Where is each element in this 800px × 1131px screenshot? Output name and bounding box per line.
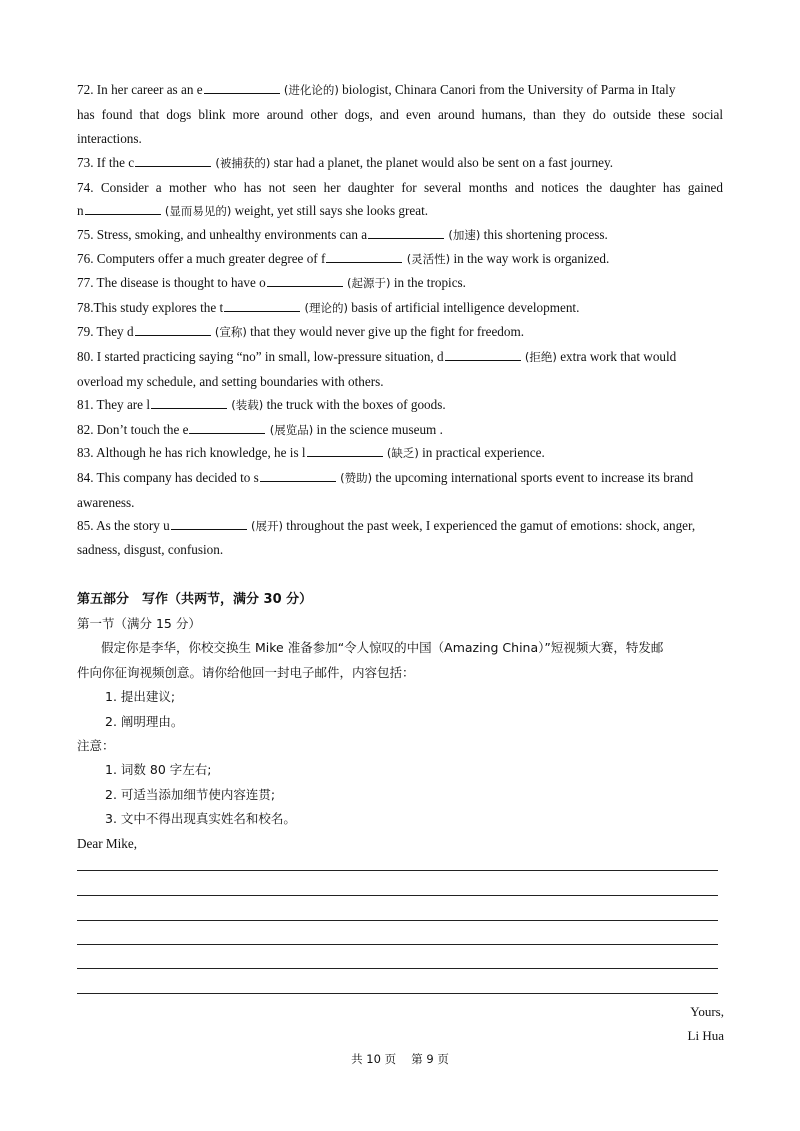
question-text: biologist, Chinara Canori from the University of Parma in Italy (342, 82, 676, 97)
question-number: 74. (77, 180, 94, 195)
question-number: 80. (77, 349, 94, 364)
question-79 (77, 320, 723, 344)
question-number: 84. (77, 470, 94, 485)
note-item: 2. 可适当添加细节使内容连贯; (105, 787, 276, 802)
question-number: 82. (77, 422, 94, 437)
question-number: 83. (77, 445, 94, 460)
question-text: The disease is thought to have o (96, 275, 266, 290)
question-72-continued: interactions. (77, 131, 142, 146)
question-text: Stress, smoking, and unhealthy environments can a (96, 227, 368, 242)
question-text: If the c (96, 155, 135, 170)
chinese-hint: (灵活性) (406, 252, 451, 266)
chinese-hint: (起源于) (347, 276, 391, 290)
question-text: As the story u (96, 518, 170, 533)
question-text: They are l (96, 397, 150, 412)
chinese-hint: (装载) (231, 398, 264, 412)
chinese-hint: (宣称) (214, 325, 247, 339)
prompt-line: 件向你征询视频创意。请你给他回一封电子邮件，内容包括： (77, 665, 415, 680)
subsection-title: 第一节（满分 15 分） (77, 616, 201, 631)
question-number: 81. (77, 397, 94, 412)
question-text: Although he has rich knowledge, he is l (96, 445, 306, 460)
answer-blank[interactable] (171, 517, 247, 530)
question-text: This study explores the t (93, 300, 224, 315)
answer-blank[interactable] (326, 250, 402, 263)
answer-blank[interactable] (307, 444, 383, 457)
question-85 (77, 514, 723, 538)
note-item: 1. 词数 80 字左右; (105, 762, 212, 777)
question-84 (77, 466, 723, 490)
signature: Li Hua (687, 1028, 724, 1043)
chinese-hint: (进化论的) (283, 83, 339, 97)
question-text: Don’t touch the e (96, 422, 189, 437)
question-76 (77, 247, 723, 271)
question-text: In her career as an e (96, 82, 203, 97)
writing-line[interactable] (77, 968, 718, 969)
chinese-hint: (赞助) (340, 471, 373, 485)
chinese-hint: (理论的) (304, 301, 348, 315)
question-81 (77, 393, 723, 417)
prompt-line: 假定你是李华，你校交换生 Mike 准备参加“令人惊叹的中国（Amazing China）”短视频大赛，特发邮 (101, 640, 664, 655)
question-text: basis of artificial intelligence development. (351, 300, 580, 315)
question-number: 75. (77, 227, 94, 242)
question-number: 85. (77, 518, 94, 533)
chinese-hint: (加速) (448, 228, 481, 242)
question-text: in the science museum . (316, 422, 443, 437)
question-85-continued: sadness, disgust, confusion. (77, 542, 224, 557)
question-75 (77, 223, 723, 247)
chinese-hint: (展览品) (269, 423, 314, 437)
section-title: 第五部分 写作（共两节，满分 30 分） (77, 592, 313, 607)
question-text: the truck with the boxes of goods. (266, 397, 446, 412)
question-text: n (77, 203, 84, 218)
chinese-hint: (缺乏) (386, 446, 419, 460)
chinese-hint: (拒绝) (524, 350, 557, 364)
question-number: 78. (77, 300, 94, 315)
question-text: weight, yet still says she looks great. (234, 203, 429, 218)
answer-blank[interactable] (189, 421, 265, 434)
question-text: Consider a mother who has not seen her daughter for several months and notices the daughter has gained (100, 180, 724, 195)
chinese-hint: (展开) (251, 519, 283, 533)
question-72 (77, 78, 723, 102)
question-number: 79. (77, 324, 94, 339)
answer-blank[interactable] (267, 274, 343, 287)
chinese-hint: (被捕获的) (215, 156, 271, 170)
question-number: 72. (77, 82, 94, 97)
writing-line[interactable] (77, 920, 718, 921)
question-text: extra work that would (560, 349, 677, 364)
question-text: that they would never give up the fight for freedom. (250, 324, 525, 339)
answer-blank[interactable] (135, 323, 211, 336)
writing-line[interactable] (77, 944, 718, 945)
question-text: throughout the past week, I experienced the gamut of emotions: shock, anger, (286, 518, 696, 533)
answer-blank[interactable] (151, 396, 227, 409)
closing: Yours, (690, 1004, 724, 1019)
question-82 (77, 418, 723, 442)
question-text: this shortening process. (483, 227, 608, 242)
question-text: They d (96, 324, 134, 339)
question-73 (77, 151, 723, 175)
question-text: I started practicing saying “no” in small, low-pressure situation, d (96, 349, 444, 364)
answer-blank[interactable] (224, 299, 300, 312)
answer-blank[interactable] (445, 348, 521, 361)
question-74-continued (77, 199, 723, 223)
question-number: 77. (77, 275, 94, 290)
answer-blank[interactable] (368, 226, 444, 239)
writing-line[interactable] (77, 870, 718, 871)
question-83 (77, 441, 723, 465)
question-84-continued: awareness. (77, 495, 135, 510)
question-number: 73. (77, 155, 94, 170)
writing-line[interactable] (77, 895, 718, 896)
answer-blank[interactable] (260, 469, 336, 482)
page-footer: 共 10 页 第 9 页 (351, 1052, 449, 1066)
answer-blank[interactable] (135, 154, 211, 167)
question-77 (77, 271, 723, 295)
question-78 (77, 296, 723, 320)
note-item: 3. 文中不得出现真实姓名和校名。 (105, 811, 296, 826)
chinese-hint: (显而易见的) (164, 204, 232, 218)
writing-line[interactable] (77, 993, 718, 994)
content-point: 2. 阐明理由。 (105, 714, 184, 729)
answer-blank[interactable] (204, 81, 280, 94)
note-label: 注意： (77, 738, 115, 753)
question-text: star had a planet, the planet would also be sent on a fast journey. (273, 155, 614, 170)
question-text: in practical experience. (422, 445, 545, 460)
question-80-continued: overload my schedule, and setting boundaries with others. (77, 374, 384, 389)
question-text: in the tropics. (393, 275, 466, 290)
question-74 (77, 176, 723, 200)
question-text: This company has decided to s (96, 470, 259, 485)
question-number: 76. (77, 251, 94, 266)
question-text: the upcoming international sports event to increase its brand (375, 470, 694, 485)
question-text: Computers offer a much greater degree of f (96, 251, 326, 266)
answer-blank[interactable] (85, 202, 161, 215)
question-text: in the way work is organized. (453, 251, 610, 266)
question-80 (77, 345, 723, 369)
salutation: Dear Mike, (77, 836, 138, 851)
question-72-continued: has found that dogs blink more around other dogs, and even around humans, than they do outside these social (77, 107, 723, 122)
content-point: 1. 提出建议; (105, 689, 176, 704)
